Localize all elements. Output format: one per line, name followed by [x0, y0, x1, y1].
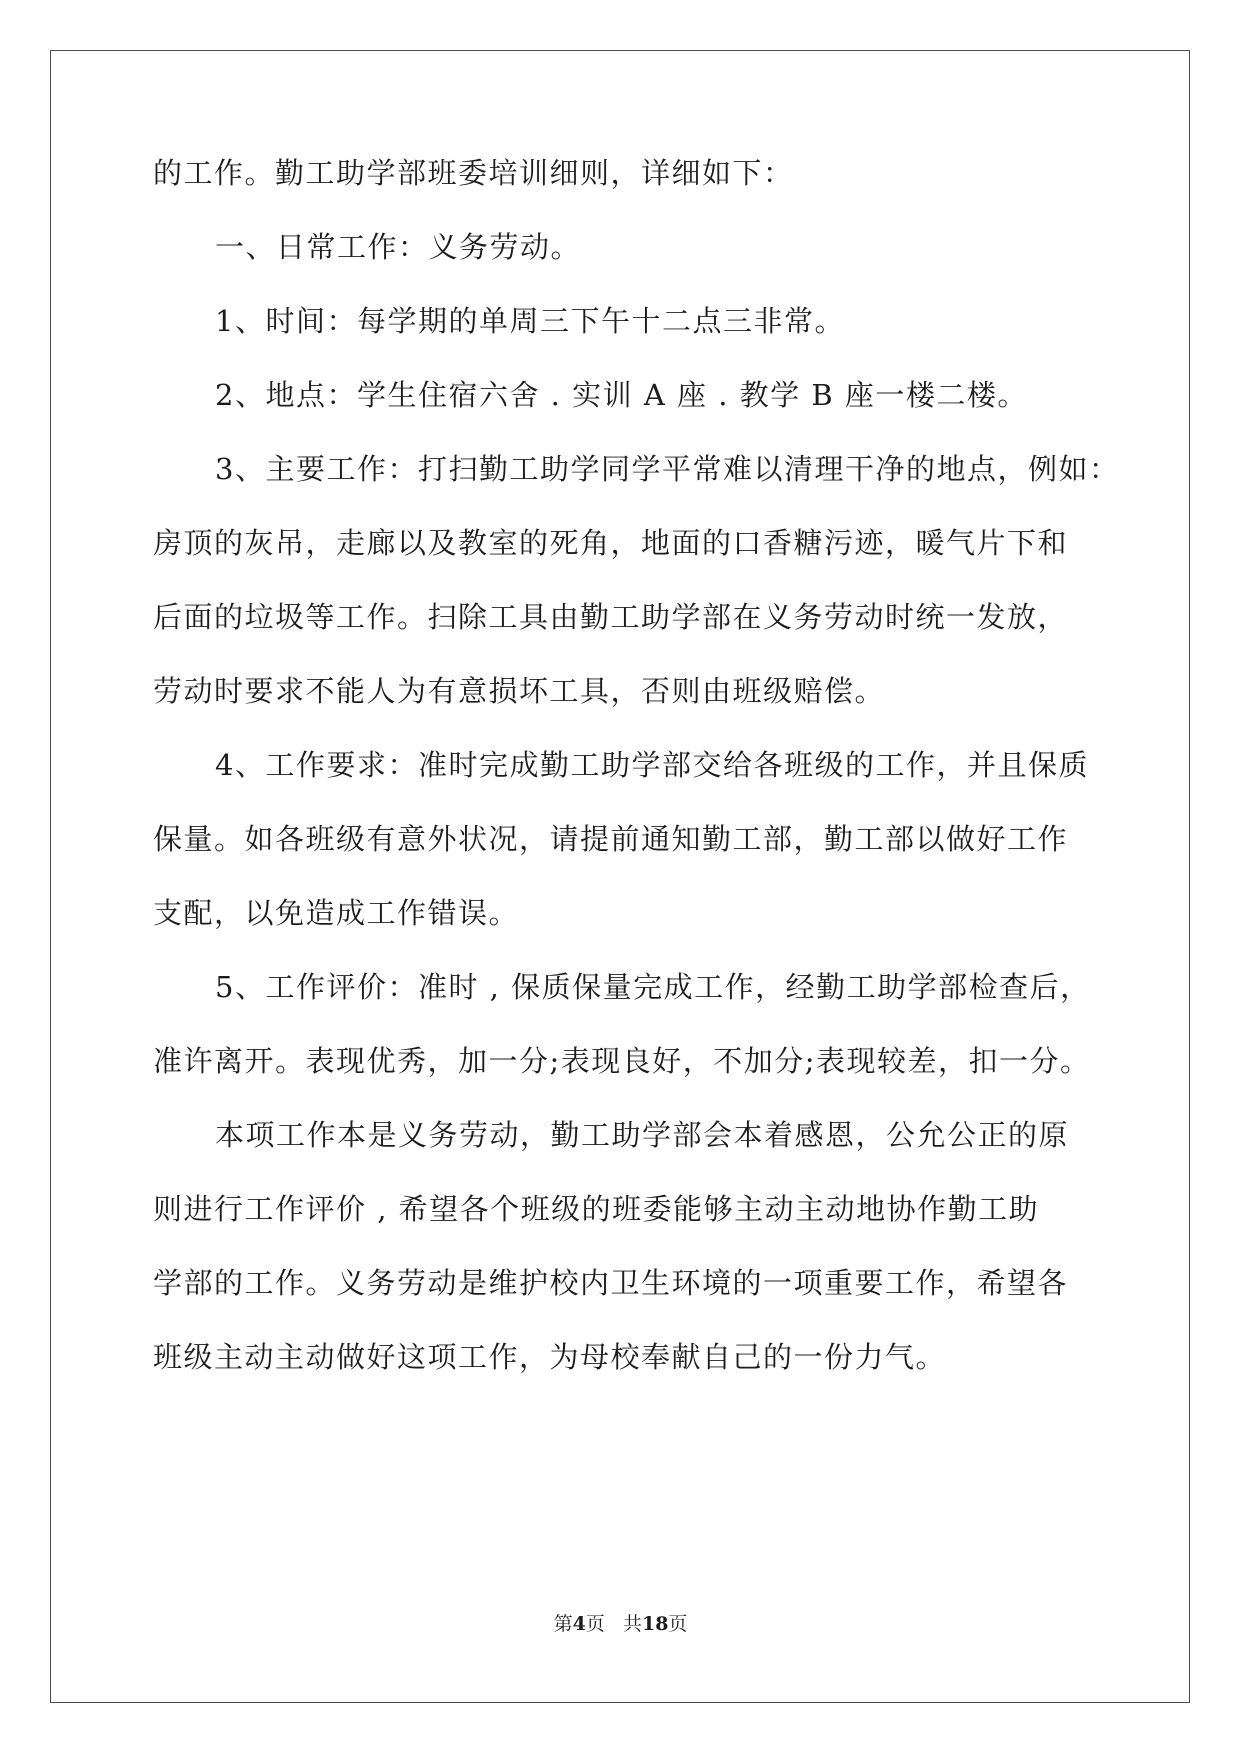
- text-line: 支配，以免造成工作错误。: [153, 896, 520, 930]
- text-line: 劳动时要求不能人为有意损坏工具，否则由班级赔偿。: [153, 674, 886, 708]
- page-footer: [0, 1609, 1241, 1636]
- text-line: 3、主要工作：打扫勤工助学同学平常难以清理干净的地点，例如：: [215, 452, 1120, 486]
- section-heading: 一、日常工作：义务劳动。: [215, 230, 582, 264]
- text-line: 5、工作评价：准时 , 保质保量完成工作，经勤工助学部检查后，: [215, 970, 1091, 1004]
- text-line: 1、时间：每学期的单周三下午十二点三非常。: [215, 304, 845, 338]
- page-number: 4: [572, 1613, 586, 1635]
- text-line: 则进行工作评价 , 希望各个班级的班委能够主动主动地协作勤工助: [153, 1192, 1040, 1226]
- text-line: 房顶的灰吊，走廊以及教室的死角，地面的口香糖污迹，暖气片下和: [153, 526, 1069, 560]
- total-unit: 页: [668, 1613, 688, 1635]
- text-line: 准许离开。表现优秀，加一分;表现良好，不加分;表现较差，扣一分。: [153, 1044, 1091, 1078]
- text-line: 后面的垃圾等工作。扫除工具由勤工助学部在义务劳动时统一发放，: [153, 600, 1069, 634]
- text-line: 保量。如各班级有意外状况，请提前通知勤工部，勤工部以做好工作: [153, 822, 1069, 856]
- text-line: 的工作。勤工助学部班委培训细则，详细如下：: [153, 156, 794, 190]
- text-line: 2、地点：学生住宿六舍 . 实训 A 座 . 教学 B 座一楼二楼。: [215, 378, 1028, 412]
- total-pages: 18: [641, 1613, 669, 1635]
- text-line: 4、工作要求：准时完成勤工助学部交给各班级的工作，并且保质: [215, 748, 1089, 782]
- page-border: [50, 50, 1190, 1703]
- total-prefix: 共: [622, 1613, 642, 1635]
- text-line: 班级主动主动做好这项工作，为母校奉献自己的一份力气。: [153, 1340, 947, 1374]
- page-prefix: 第: [553, 1613, 573, 1635]
- text-line: 学部的工作。义务劳动是维护校内卫生环境的一项重要工作，希望各: [153, 1266, 1069, 1300]
- page-unit: 页: [585, 1613, 605, 1635]
- text-line: 本项工作本是义务劳动，勤工助学部会本着感恩，公允公正的原: [215, 1118, 1070, 1152]
